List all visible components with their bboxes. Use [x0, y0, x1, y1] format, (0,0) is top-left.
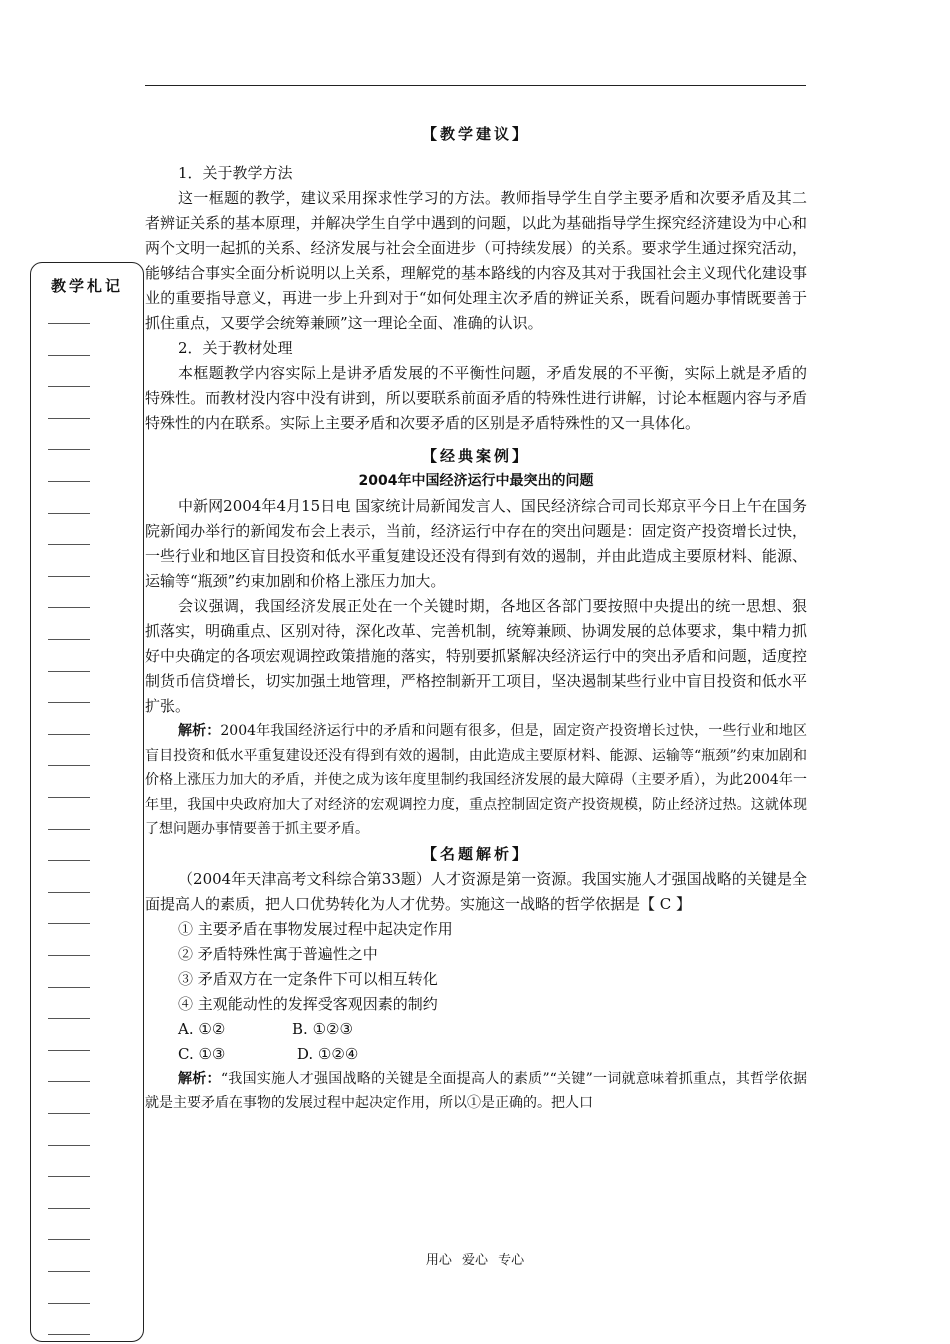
note-line	[48, 607, 90, 608]
note-line	[48, 765, 90, 766]
note-line	[48, 1113, 90, 1114]
case-analysis	[145, 719, 807, 842]
teaching-suggestions-section	[145, 122, 807, 436]
note-line	[48, 702, 90, 703]
exam-option-3: ③ 矛盾双方在一定条件下可以相互转化	[178, 969, 438, 988]
answer-choices-row-1: A. ①② B. ①②③	[178, 1019, 353, 1038]
note-line	[48, 1050, 90, 1051]
note-line	[48, 797, 90, 798]
answer-choices-row-2: C. ①③ D. ①②④	[178, 1044, 359, 1063]
note-line	[48, 355, 90, 356]
note-line	[48, 639, 90, 640]
note-line	[48, 734, 90, 735]
exam-question: （2004年天津高考文科综合第33题）人才资源是第一资源。我国实施人才强国战略的关键是全面提高人的素质，把人口优势转化为人才优势。实施这一战略的哲学依据是【 C 】	[145, 869, 807, 913]
note-line	[48, 860, 90, 861]
header-rule	[145, 85, 806, 86]
note-line	[48, 576, 90, 577]
note-line	[48, 1208, 90, 1209]
exam-option-4: ④ 主观能动性的发挥受客观因素的制约	[178, 994, 438, 1013]
section-title-exam: 【名题解析】	[421, 844, 530, 863]
notes-title: 教学札记	[50, 277, 123, 295]
exam-analysis-text: “我国实施人才强国战略的关键是全面提高人的素质”“关键”一词就意味着抓重点，其哲学依据就是主要矛盾在事物的发展过程中起决定作用，所以①是正确的。把人口	[145, 1070, 807, 1111]
paragraph-material: 本框题教学内容实际上是讲矛盾发展的不平衡性问题，矛盾发展的不平衡，实际上就是矛盾的特殊性。而教材没内容中没有讲到，所以要联系前面矛盾的特殊性进行讲解，讨论本框题内容与矛盾特殊性的内在联系。实际上主要矛盾和次要矛盾的区别是矛盾特殊性的又一具体化。	[145, 364, 807, 432]
case-paragraph-2: 会议强调，我国经济发展正处在一个关键时期，各地区各部门要按照中央提出的统一思想、狠抓落实，明确重点、区别对待，深化改革、完善机制，统筹兼顾、协调发展的总体要求，集中精力抓好中央确定的各项宏观调控政策措施的落实，特别要抓紧解决经济运行中的突出矛盾和问题，适度控制货币信贷增长，切实加强土地管理，严格控制新开工项目，坚决遏制某些行业中盲目投资和低水平扩张。	[145, 597, 807, 715]
note-line	[48, 1018, 90, 1019]
subheading-method: 1．关于教学方法	[178, 164, 293, 182]
note-line	[48, 449, 90, 450]
note-line	[48, 386, 90, 387]
note-line	[48, 1081, 90, 1082]
note-line	[48, 544, 90, 545]
note-line	[48, 418, 90, 419]
case-analysis-label: 解析：	[178, 723, 221, 739]
teaching-notes-sidebar	[30, 262, 144, 1342]
main-content	[145, 122, 807, 1116]
note-line	[48, 513, 90, 514]
exam-analysis	[145, 1067, 807, 1116]
note-line	[48, 1334, 90, 1335]
exam-analysis-label: 解析：	[178, 1070, 221, 1087]
note-line	[48, 671, 90, 672]
note-line	[48, 1271, 90, 1272]
note-line	[48, 1303, 90, 1304]
paragraph-method: 这一框题的教学，建议采用探求性学习的方法。教师指导学生自学主要矛盾和次要矛盾及其二者辨证关系的基本原理，并解决学生自学中遇到的问题，以此为基础指导学生探究经济建设为中心和两个文明一起抓的关系、经济发展与社会全面进步（可持续发展）的关系。要求学生通过探究活动，能够结合事实全面分析说明以上关系，理解党的基本路线的内容及其对于我国社会主义现代化建设事业的重要指导意义，再进一步上升到对于“如何处理主次矛盾的辨证关系，既看问题办事情既要善于抓住重点，又要学会统筹兼顾”这一理论全面、准确的认识。	[145, 189, 807, 332]
note-line	[48, 323, 90, 324]
note-line	[48, 1176, 90, 1177]
note-line	[48, 1239, 90, 1240]
note-line	[48, 1145, 90, 1146]
subheading-material: 2．关于教材处理	[178, 339, 293, 357]
case-paragraph-1: 中新网2004年4月15日电 国家统计局新闻发言人、国民经济综合司司长郑京平今日上午在国务院新闻办举行的新闻发布会上表示，当前，经济运行中存在的突出问题是：固定资产投资增长过快，一些行业和地区盲目投资和低水平重复建设还没有得到有效的遏制，并由此造成主要原材料、能源、运输等“瓶颈”约束加剧和价格上涨压力加大。	[145, 497, 807, 590]
section-title-teaching: 【教学建议】	[421, 125, 530, 143]
note-line	[48, 987, 90, 988]
note-line	[48, 892, 90, 893]
exam-analysis-section	[145, 842, 807, 1116]
note-line	[48, 923, 90, 924]
section-title-case: 【经典案例】	[421, 447, 530, 465]
note-line	[48, 829, 90, 830]
page-footer: 用心 爱心 专心	[425, 1253, 525, 1268]
classic-case-section	[145, 444, 807, 842]
note-line	[48, 481, 90, 482]
exam-option-1: ① 主要矛盾在事物发展过程中起决定作用	[178, 919, 453, 938]
exam-option-2: ② 矛盾特殊性寓于普遍性之中	[178, 944, 378, 963]
case-headline: 2004年中国经济运行中最突出的问题	[358, 473, 594, 489]
case-analysis-text: 2004年我国经济运行中的矛盾和问题有很多，但是，固定资产投资增长过快，一些行业和地区盲目投资和低水平重复建设还没有得到有效的遏制，由此造成主要原材料、能源、运输等“瓶颈”约束加剧和价格上涨压力加大的矛盾，并使之成为该年度里制约我国经济发展的最大障碍（主要矛盾），为此2004年一年里，我国中央政府加大了对经济的宏观调控力度，重点控制固定资产投资规模，防止经济过热。这就体现了想问题办事情要善于抓主要矛盾。	[145, 723, 807, 837]
note-line	[48, 955, 90, 956]
